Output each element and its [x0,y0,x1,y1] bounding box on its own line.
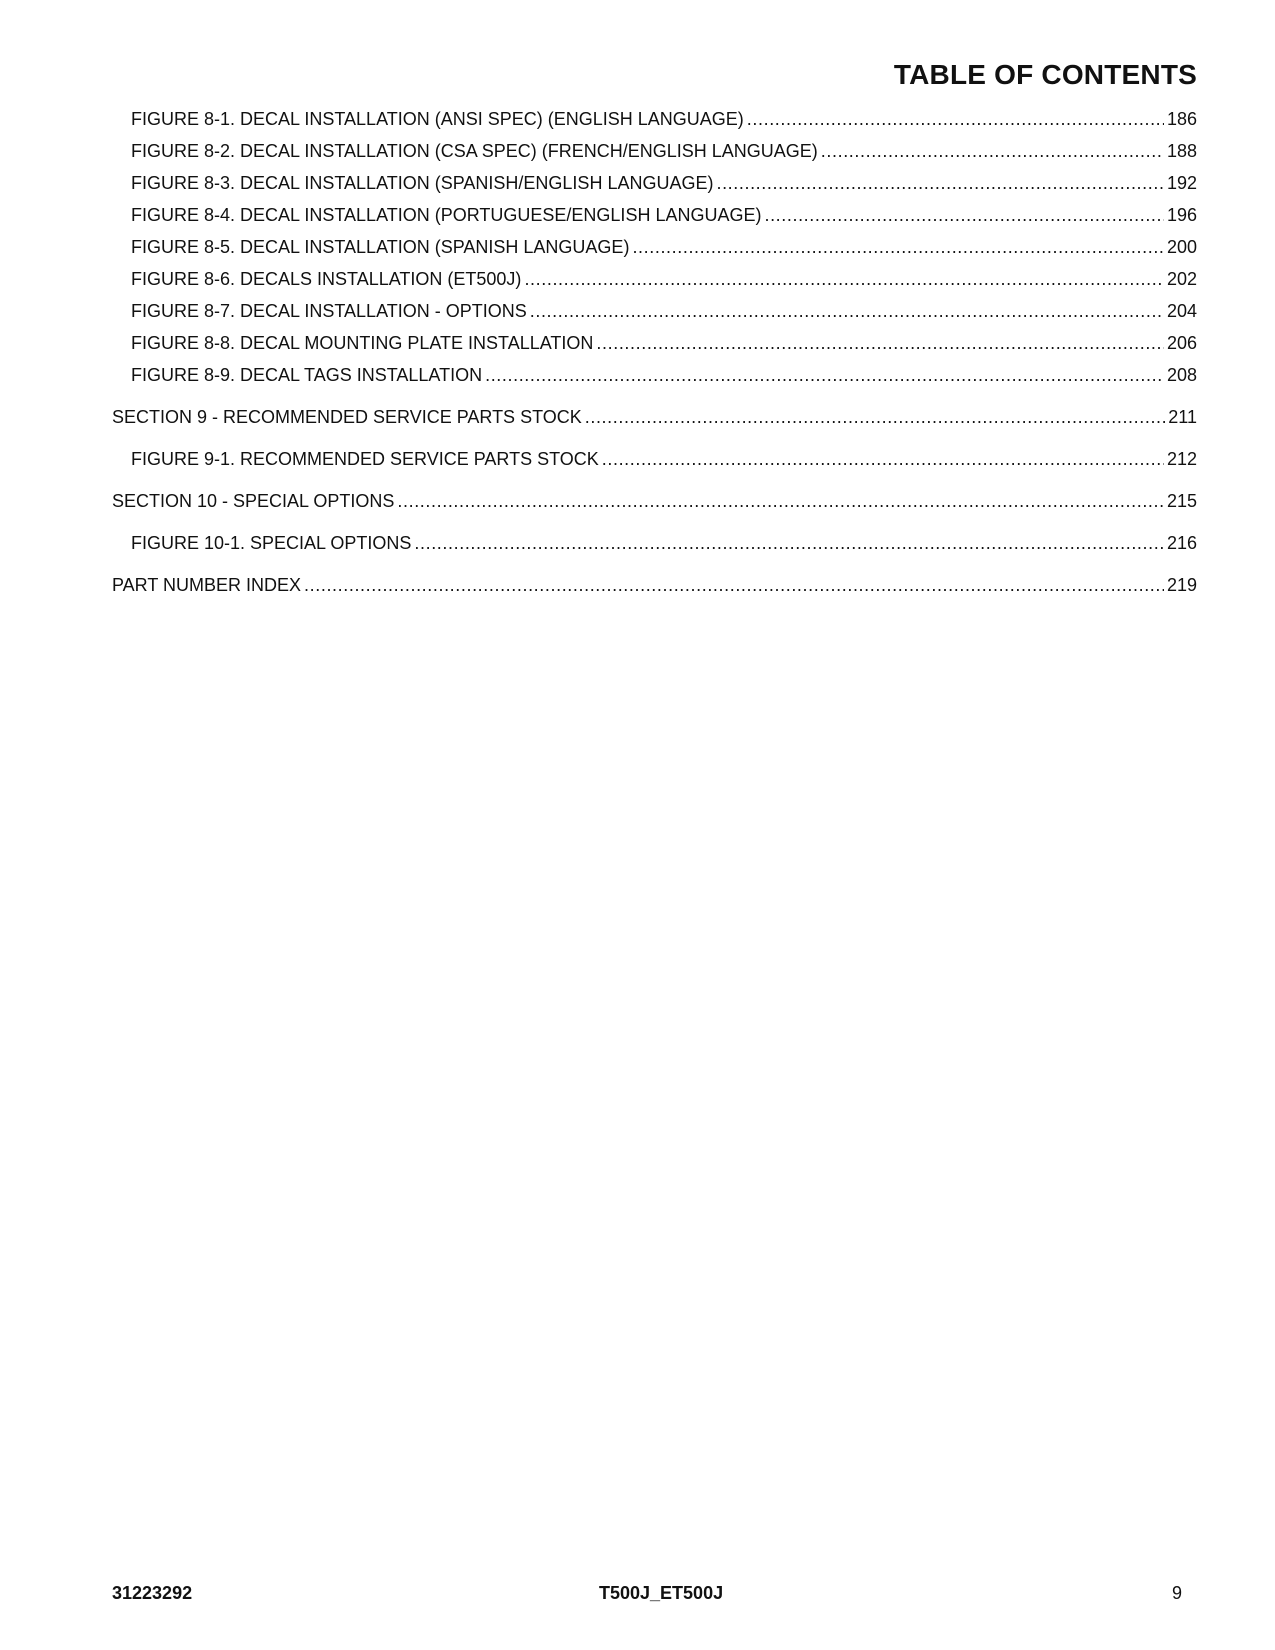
toc-dot-leader [596,332,1164,354]
toc-entry-label: SECTION 10 - SPECIAL OPTIONS [112,491,395,511]
toc-dot-leader [397,490,1164,512]
toc-entry-label: FIGURE 8-7. DECAL INSTALLATION - OPTIONS [131,301,527,321]
toc-dot-leader [821,140,1164,162]
toc-entry-label: FIGURE 8-4. DECAL INSTALLATION (PORTUGUESE/ENGLISH LANGUAGE) [131,205,762,225]
toc-entry-label: FIGURE 10-1. SPECIAL OPTIONS [131,533,412,553]
toc-entry-page: 202 [1166,269,1197,289]
toc-entry-part-number-index[interactable] [112,574,1197,596]
toc-entry-figure-8-1[interactable] [112,108,1197,130]
toc-entry-figure-10-1[interactable] [112,532,1197,554]
toc-entry-page: 206 [1166,333,1197,353]
toc-entry-page: 208 [1166,365,1197,385]
toc-entry-page: 204 [1166,301,1197,321]
toc-dot-leader [585,406,1166,428]
page-number: 9 [1171,1583,1182,1603]
toc-entry-page: 219 [1166,575,1197,595]
toc-entry-figure-8-7[interactable] [112,300,1197,322]
toc-entry-figure-8-3[interactable] [112,172,1197,194]
toc-dot-leader [764,204,1163,226]
toc-entry-label: FIGURE 8-3. DECAL INSTALLATION (SPANISH/ENGLISH LANGUAGE) [131,173,714,193]
page-footer [112,1580,1197,1606]
toc-entry-label: FIGURE 8-6. DECALS INSTALLATION (ET500J) [131,269,522,289]
toc-entry-page: 215 [1166,491,1197,511]
model-name: T500J_ET500J [599,1583,724,1603]
toc-entry-page: 216 [1166,533,1197,553]
toc-entry-page: 212 [1166,449,1197,469]
toc-dot-leader [602,448,1164,470]
toc-entry-label: FIGURE 8-8. DECAL MOUNTING PLATE INSTALLATION [131,333,594,353]
toc-entry-figure-8-4[interactable] [112,204,1197,226]
toc-entry-page: 200 [1166,237,1197,257]
toc-entry-page: 192 [1166,173,1197,193]
toc-entry-label: FIGURE 8-5. DECAL INSTALLATION (SPANISH LANGUAGE) [131,237,630,257]
toc-dot-leader [747,108,1164,130]
toc-entry-label: SECTION 9 - RECOMMENDED SERVICE PARTS STOCK [112,407,582,427]
toc-dot-leader [716,172,1163,194]
document-number: 31223292 [112,1583,193,1603]
toc-entry-label: FIGURE 8-1. DECAL INSTALLATION (ANSI SPEC) (ENGLISH LANGUAGE) [131,109,744,129]
toc-entry-label: FIGURE 8-2. DECAL INSTALLATION (CSA SPEC) (FRENCH/ENGLISH LANGUAGE) [131,141,818,161]
toc-entry-section-9[interactable] [112,406,1197,428]
toc-dot-leader [524,268,1164,290]
toc-entry-figure-8-9[interactable] [112,364,1197,386]
toc-entry-page: 196 [1166,205,1197,225]
toc-entry-page: 186 [1166,109,1197,129]
toc-entry-figure-9-1[interactable] [112,448,1197,470]
toc-entry-label: PART NUMBER INDEX [112,575,302,595]
toc-dot-leader [414,532,1164,554]
toc-entry-page: 211 [1168,407,1197,427]
toc-dot-leader [632,236,1164,258]
table-of-contents [112,108,1197,596]
toc-entry-figure-8-2[interactable] [112,140,1197,162]
toc-dot-leader [304,574,1164,596]
toc-entry-page: 188 [1166,141,1197,161]
toc-dot-leader [530,300,1164,322]
toc-entry-figure-8-5[interactable] [112,236,1197,258]
toc-entry-label: FIGURE 9-1. RECOMMENDED SERVICE PARTS STOCK [131,449,599,469]
toc-entry-figure-8-6[interactable] [112,268,1197,290]
page-title: TABLE OF CONTENTS [893,59,1197,90]
toc-entry-figure-8-8[interactable] [112,332,1197,354]
toc-entry-section-10[interactable] [112,490,1197,512]
toc-entry-label: FIGURE 8-9. DECAL TAGS INSTALLATION [131,365,483,385]
toc-dot-leader [485,364,1164,386]
